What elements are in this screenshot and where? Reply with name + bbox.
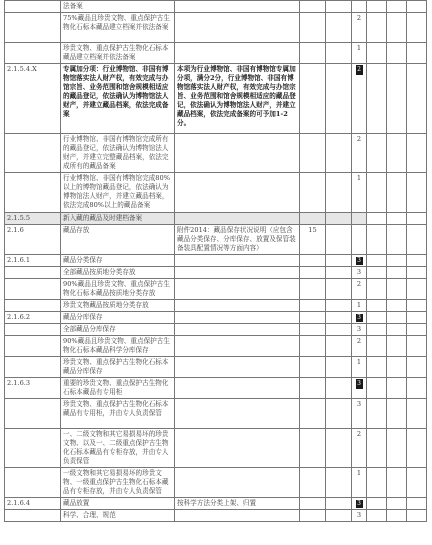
item-actual [326, 255, 352, 267]
item-mark: 1 [352, 300, 367, 312]
score-marker: 3 [357, 257, 361, 264]
blank-cell [387, 173, 407, 213]
item-content: 珍贵文物、重点保护古生物化石标本藏品建立档案并依法备案 [61, 43, 175, 64]
item-standard [175, 13, 300, 43]
table-row [5, 43, 427, 64]
blank-cell [367, 429, 387, 468]
item-code [5, 429, 61, 468]
item-score [300, 468, 326, 498]
score-marker: 3 [357, 314, 361, 321]
blank-cell [367, 336, 387, 357]
blank-cell [367, 510, 387, 522]
blank-cell [387, 267, 407, 279]
item-content: 珍贵文物藏品按质地分类存放 [61, 300, 175, 312]
item-standard [175, 336, 300, 357]
item-score [300, 399, 326, 429]
table-row [5, 336, 427, 357]
blank-cell [387, 399, 407, 429]
blank-cell [367, 324, 387, 336]
item-standard [175, 300, 300, 312]
blank-cell [407, 255, 427, 267]
item-actual [326, 378, 352, 399]
item-standard: 附件2014：藏品保存状况说明（应包含藏品分类保存、分库保存、放置及保管装备装具配置情况等方面内容） [175, 225, 300, 255]
item-mark: 2 [352, 13, 367, 43]
criteria-table [4, 0, 427, 522]
item-score [300, 255, 326, 267]
blank-cell [367, 255, 387, 267]
item-score [300, 324, 326, 336]
blank-cell [367, 1, 387, 13]
blank-cell [367, 134, 387, 173]
item-mark: 3 [352, 510, 367, 522]
blank-cell [387, 429, 407, 468]
item-score [300, 64, 326, 134]
item-standard [175, 1, 300, 13]
blank-cell [367, 64, 387, 134]
blank-cell [387, 134, 407, 173]
blank-cell [387, 13, 407, 43]
blank-cell [407, 312, 427, 324]
blank-cell [367, 13, 387, 43]
blank-cell [387, 255, 407, 267]
item-actual [326, 173, 352, 213]
item-code [5, 267, 61, 279]
blank-cell [367, 357, 387, 378]
blank-cell [387, 468, 407, 498]
blank-cell [407, 43, 427, 64]
item-standard [175, 267, 300, 279]
item-mark: 1 [352, 173, 367, 213]
table-row [5, 279, 427, 300]
item-actual [326, 279, 352, 300]
item-actual [326, 300, 352, 312]
table-row [5, 324, 427, 336]
item-score [300, 378, 326, 399]
item-score [300, 267, 326, 279]
blank-cell [407, 1, 427, 13]
item-content: 新入藏的藏品及时建档备案 [61, 213, 175, 225]
blank-cell [367, 378, 387, 399]
item-actual [326, 134, 352, 173]
item-mark [352, 225, 367, 255]
table-row [5, 255, 427, 267]
item-code [5, 279, 61, 300]
item-mark [352, 255, 367, 267]
table-row [5, 1, 427, 13]
item-actual [326, 510, 352, 522]
blank-cell [367, 312, 387, 324]
blank-cell [387, 64, 407, 134]
blank-cell [407, 468, 427, 498]
blank-cell [407, 13, 427, 43]
item-mark: 2 [352, 336, 367, 357]
item-content: 珍贵文物、重点保护古生物化石标本藏品分库保存 [61, 357, 175, 378]
table-row [5, 399, 427, 429]
blank-cell [367, 468, 387, 498]
item-code [5, 134, 61, 173]
item-standard [175, 279, 300, 300]
item-actual [326, 399, 352, 429]
item-code [5, 399, 61, 429]
item-content: 藏品分库保存 [61, 312, 175, 324]
table-row [5, 468, 427, 498]
item-code: 2.1.5.5 [5, 213, 61, 225]
blank-cell [407, 510, 427, 522]
item-content: 专属加分项：行业博物馆、非国有博物馆落实法人财产权，有效完成与办馆宗旨、业务范围和馆舍规模相适应的藏品登记，依法确认为博物馆法人财产，并建立藏品档案，依法完成备案 [61, 64, 175, 134]
blank-cell [387, 1, 407, 13]
item-content: 全部藏品按质地分类存放 [61, 267, 175, 279]
item-score [300, 300, 326, 312]
item-code: 2.1.6.3 [5, 378, 61, 399]
item-score [300, 1, 326, 13]
item-actual [326, 267, 352, 279]
blank-cell [407, 64, 427, 134]
item-score [300, 279, 326, 300]
item-standard [175, 312, 300, 324]
item-code [5, 357, 61, 378]
item-mark: 2 [352, 134, 367, 173]
item-actual [326, 312, 352, 324]
score-marker: 2 [357, 66, 361, 73]
blank-cell [407, 429, 427, 468]
blank-cell [407, 267, 427, 279]
blank-cell [367, 267, 387, 279]
table-row [5, 498, 427, 510]
item-content: 珍贵文物、重点保护古生物化石标本藏品有专用柜，并由专人负责保管 [61, 399, 175, 429]
item-actual [326, 13, 352, 43]
item-code [5, 468, 61, 498]
blank-cell [407, 173, 427, 213]
item-content: 行业博物馆、非国有博物馆完成所有的藏品登记，依法确认为博物馆法人财产，并建立完整藏品档案，依法完成所有的藏品备案 [61, 134, 175, 173]
item-actual [326, 43, 352, 64]
item-code [5, 13, 61, 43]
item-content: 一级文物和其它易损易坏的珍贵文物、一级重点保护古生物化石标本藏品有专柜存放，并由专人负责保管 [61, 468, 175, 498]
blank-cell [407, 357, 427, 378]
blank-cell [407, 336, 427, 357]
table-row [5, 429, 427, 468]
item-mark: 1 [352, 357, 367, 378]
item-code [5, 173, 61, 213]
item-content: 全部藏品分库保存 [61, 324, 175, 336]
table-row [5, 13, 427, 43]
blank-cell [387, 510, 407, 522]
item-score [300, 357, 326, 378]
blank-cell [367, 300, 387, 312]
table-row [5, 267, 427, 279]
blank-cell [407, 225, 427, 255]
item-code [5, 336, 61, 357]
item-actual [326, 64, 352, 134]
item-standard [175, 213, 300, 225]
item-score [300, 13, 326, 43]
item-code: 2.1.5.4.X [5, 64, 61, 134]
item-actual [326, 324, 352, 336]
blank-cell [387, 357, 407, 378]
blank-cell [367, 498, 387, 510]
item-content: 藏品分类保存 [61, 255, 175, 267]
item-mark [352, 498, 367, 510]
item-mark [352, 1, 367, 13]
item-score [300, 213, 326, 225]
blank-cell [407, 279, 427, 300]
item-standard [175, 357, 300, 378]
item-code: 2.1.6.2 [5, 312, 61, 324]
item-mark [352, 64, 367, 134]
blank-cell [407, 378, 427, 399]
table-row [5, 300, 427, 312]
table-row [5, 225, 427, 255]
blank-cell [407, 134, 427, 173]
item-mark: 3 [352, 267, 367, 279]
item-code: 2.1.6 [5, 225, 61, 255]
item-content: 行业博物馆、非国有博物馆完成80%以上的博物馆藏品登记，依法确认为博物馆法人财产，并建立藏品档案，依法完成80%以上的藏品备案 [61, 173, 175, 213]
item-score [300, 173, 326, 213]
item-score: 15 [300, 225, 326, 255]
item-code: 2.1.6.1 [5, 255, 61, 267]
item-mark [352, 312, 367, 324]
blank-cell [367, 225, 387, 255]
item-content: 法备案 [61, 1, 175, 13]
item-actual [326, 225, 352, 255]
item-standard: 按科学方法分类上架、归置 [175, 498, 300, 510]
item-content: 重要的珍贵文物、重点保护古生物化石标本藏品有专用柜 [61, 378, 175, 399]
item-code [5, 324, 61, 336]
item-standard: 本项为行业博物馆、非国有博物馆专属加分项，满分2分，行业博物馆、非国有博物馆落实法人财产权，有效完成与办馆宗旨、业务范围和馆舍规模相适应的藏品登记，依法确认为博物馆法人财产，并建立藏品档案，依法完成备案的可予加1-2分。 [175, 64, 300, 134]
item-standard [175, 324, 300, 336]
table-row [5, 213, 427, 225]
blank-cell [367, 399, 387, 429]
item-content: 科学、合理、规范 [61, 510, 175, 522]
item-score [300, 312, 326, 324]
table-row [5, 173, 427, 213]
item-code [5, 1, 61, 13]
item-actual [326, 498, 352, 510]
item-score [300, 43, 326, 64]
item-mark: 1 [352, 468, 367, 498]
item-standard [175, 429, 300, 468]
item-actual [326, 336, 352, 357]
item-standard [175, 255, 300, 267]
item-code [5, 510, 61, 522]
blank-cell [387, 43, 407, 64]
item-code: 2.1.6.4 [5, 498, 61, 510]
blank-cell [407, 300, 427, 312]
blank-cell [387, 498, 407, 510]
blank-cell [367, 213, 387, 225]
item-score [300, 336, 326, 357]
item-code [5, 300, 61, 312]
blank-cell [367, 43, 387, 64]
item-actual [326, 357, 352, 378]
blank-cell [387, 324, 407, 336]
item-standard [175, 510, 300, 522]
item-content: 藏品存放 [61, 225, 175, 255]
item-score [300, 510, 326, 522]
blank-cell [387, 336, 407, 357]
blank-cell [387, 312, 407, 324]
table-row [5, 510, 427, 522]
item-standard [175, 399, 300, 429]
blank-cell [387, 279, 407, 300]
item-mark: 3 [352, 324, 367, 336]
blank-cell [407, 399, 427, 429]
item-standard [175, 43, 300, 64]
score-marker: 3 [357, 500, 361, 507]
item-mark [352, 213, 367, 225]
blank-cell [407, 324, 427, 336]
blank-cell [387, 378, 407, 399]
item-actual [326, 429, 352, 468]
item-actual [326, 1, 352, 13]
blank-cell [387, 225, 407, 255]
item-mark [352, 378, 367, 399]
table-row [5, 378, 427, 399]
item-standard [175, 134, 300, 173]
item-actual [326, 468, 352, 498]
item-content: 一、二级文物和其它易损易坏的珍贵文物、以及一、二级重点保护古生物化石标本藏品有专柜存放，并由专人负责保管 [61, 429, 175, 468]
blank-cell [387, 300, 407, 312]
item-content: 75%藏品且珍贵文物、重点保护古生物化石标本藏品建立档案并依法备案 [61, 13, 175, 43]
item-content: 藏品放置 [61, 498, 175, 510]
item-score [300, 498, 326, 510]
item-mark: 2 [352, 429, 367, 468]
table-row [5, 357, 427, 378]
item-mark: 1 [352, 43, 367, 64]
blank-cell [387, 213, 407, 225]
item-score [300, 134, 326, 173]
item-code [5, 43, 61, 64]
item-score [300, 429, 326, 468]
item-content: 90%藏品且珍贵文物、重点保护古生物化石标本藏品按质地分类存放 [61, 279, 175, 300]
item-standard [175, 173, 300, 213]
table-row [5, 134, 427, 173]
blank-cell [367, 173, 387, 213]
item-standard [175, 468, 300, 498]
table-row [5, 312, 427, 324]
blank-cell [407, 213, 427, 225]
table-row [5, 64, 427, 134]
item-mark: 2 [352, 279, 367, 300]
item-standard [175, 378, 300, 399]
item-content: 90%藏品且珍贵文物、重点保护古生物化石标本藏品科学分库保存 [61, 336, 175, 357]
blank-cell [407, 498, 427, 510]
item-mark: 3 [352, 399, 367, 429]
item-actual [326, 213, 352, 225]
blank-cell [367, 279, 387, 300]
score-marker: 3 [357, 380, 361, 387]
